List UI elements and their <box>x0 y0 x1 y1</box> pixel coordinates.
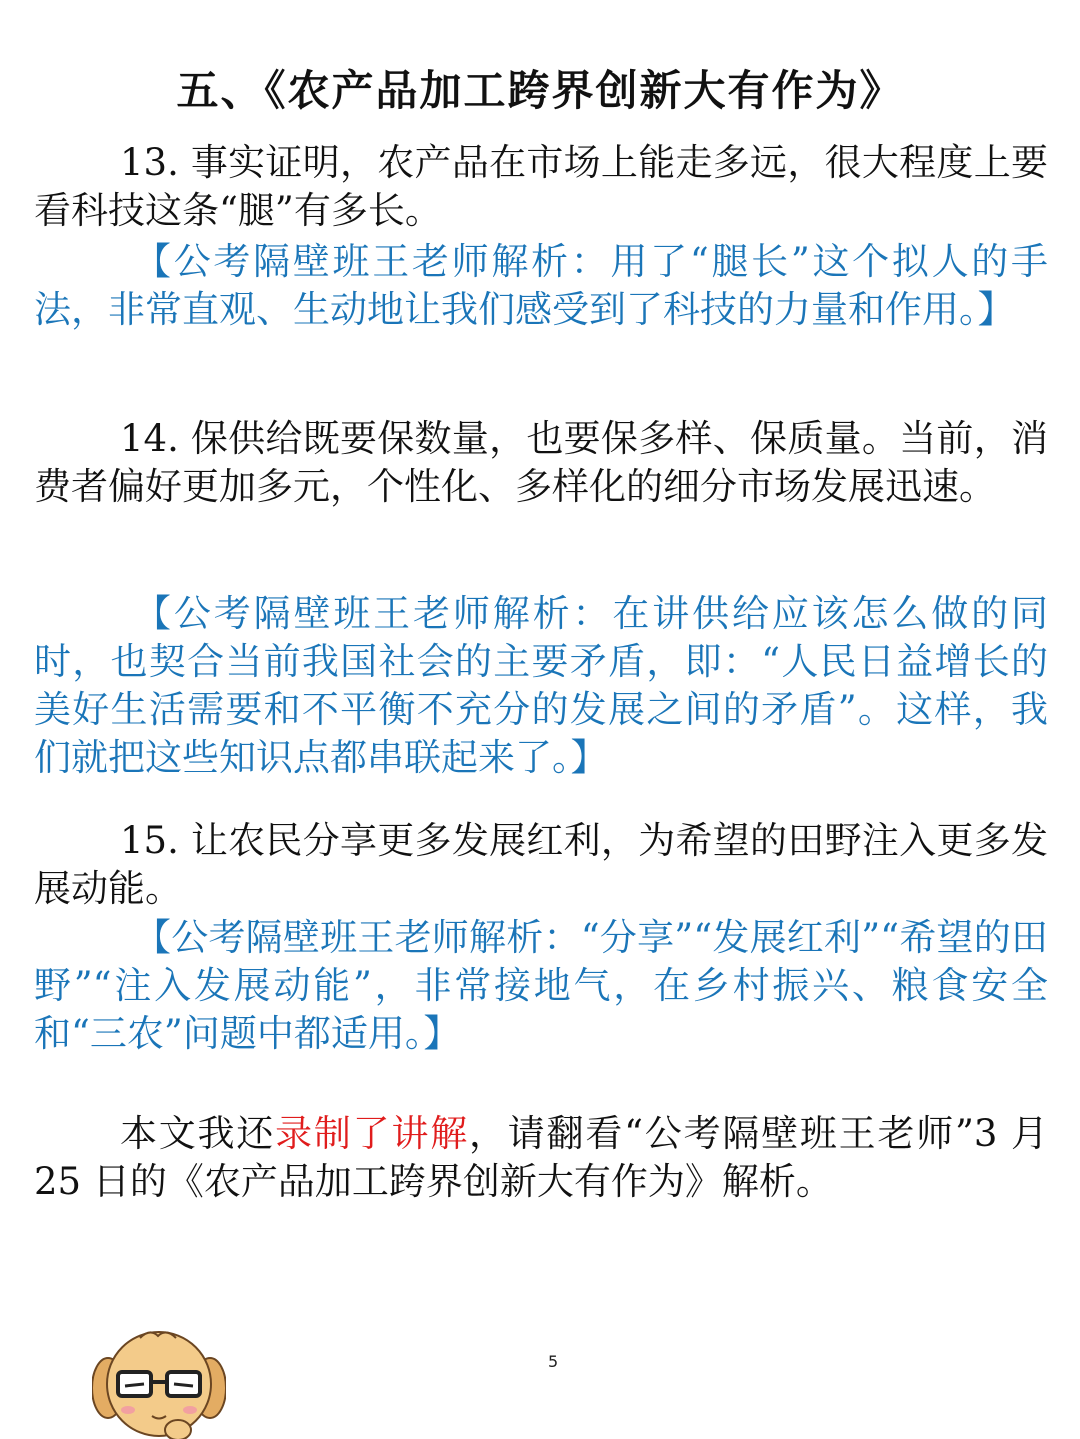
item-15-analysis: 【公考隔壁班王老师解析：“分享”“发展红利”“希望的田野”“注入发展动能”，非常接地气，在乡村振兴、粮食安全和“三农”问题中都适用。】 <box>34 916 1048 1055</box>
item-14-analysis: 【公考隔壁班王老师解析：在讲供给应该怎么做的同时，也契合当前我国社会的主要矛盾，即：“人民日益增长的美好生活需要和不平衡不充分的发展之间的矛盾”。这样，我们就把这些知识点都串联起来了。】 <box>34 592 1048 779</box>
closing-highlight: 录制了讲解 <box>275 1112 469 1155</box>
item-14-text: 14. 保供给既要保数量，也要保多样、保质量。当前，消费者偏好更加多元，个性化、多样化的细分市场发展迅速。 <box>34 417 1048 508</box>
closing-paragraph <box>34 1110 1048 1206</box>
page-number: 5 <box>548 1352 559 1371</box>
item-15-text: 15. 让农民分享更多发展红利，为希望的田野注入更多发展动能。 <box>34 819 1048 910</box>
item-13-text: 13. 事实证明，农产品在市场上能走多远，很大程度上要看科技这条“腿”有多长。 <box>34 141 1048 232</box>
puppy-with-glasses-icon <box>92 1326 226 1439</box>
closing-after: ，请翻看“公考隔壁班王老师”3 月 25 日的《农产品加工跨界创新大有作为》解析。 <box>34 1112 1049 1203</box>
item-13-analysis: 【公考隔壁班王老师解析：用了“腿长”这个拟人的手法，非常直观、生动地让我们感受到了科技的力量和作用。】 <box>34 240 1048 331</box>
page-title: 五、《农产品加工跨界创新大有作为》 <box>176 66 904 115</box>
closing-before: 本文我还 <box>120 1112 276 1155</box>
